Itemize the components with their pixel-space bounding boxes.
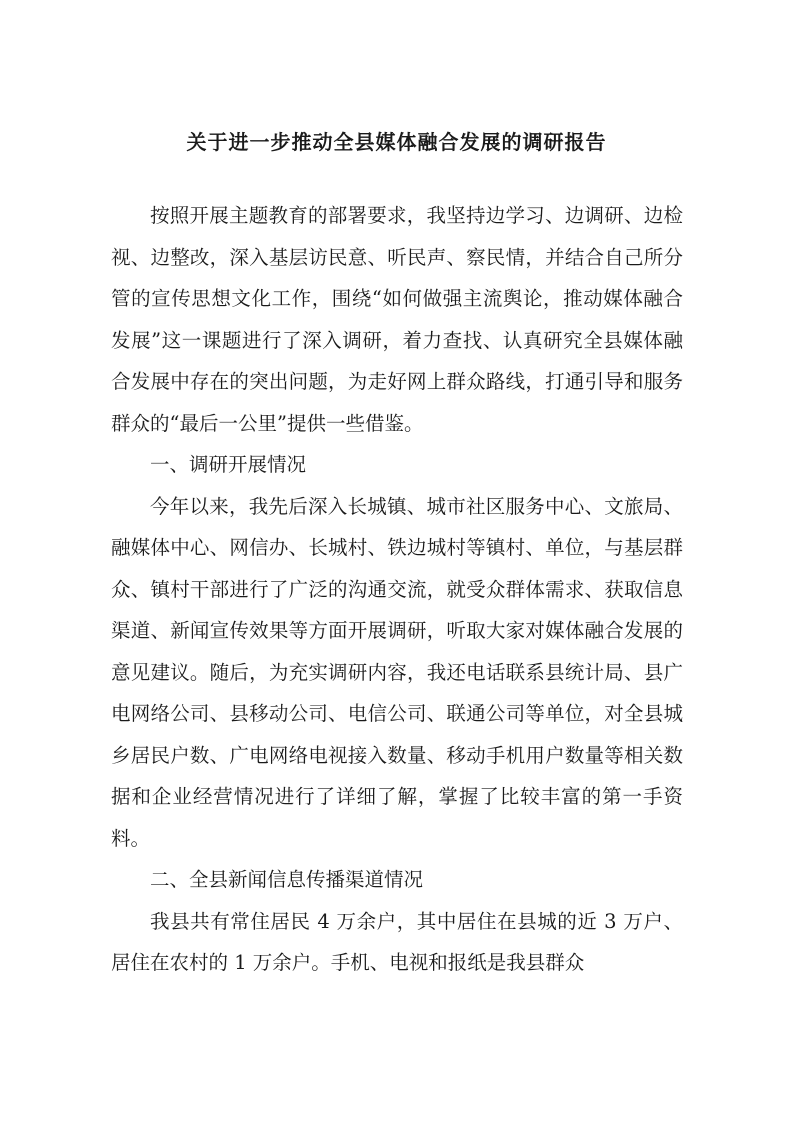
page-title: 关于进一步推动全县媒体融合发展的调研报告 — [186, 130, 607, 154]
section-2-paragraph: 我县共有常住居民 4 万余户，其中居住在县城的近 3 万户、居住在农村的 1 万余户。手机、电视和报纸是我县群众 — [111, 909, 683, 974]
section-1-paragraph: 今年以来，我先后深入长城镇、城市社区服务中心、文旅局、融媒体中心、网信办、长城村、铁边城村等镇村、单位，与基层群众、镇村干部进行了广泛的沟通交流，就受众群体需求、获取信息渠道、新闻宣传效果等方面开展调研，听取大家对媒体融合发展的意见建议。随后，为充实调研内容，我还电话联系县统计局、县广电网络公司、县移动公司、电信公司、联通公司等单位，对全县城乡居民户数、广电网络电视接入数量、移动手机用户数量等相关数据和企业经营情况进行了详细了解，掌握了比较丰富的第一手资料。 — [111, 494, 683, 850]
section-heading-2: 二、全县新闻信息传播渠道情况 — [150, 868, 424, 891]
section-heading-1: 一、调研开展情况 — [150, 453, 307, 476]
intro-paragraph: 按照开展主题教育的部署要求，我坚持边学习、边调研、边检视、边整改，深入基层访民意、听民声、察民情，并结合自己所分管的宣传思想文化工作，围绕“如何做强主流舆论，推动媒体融合发展”这一课题进行了深入调研，着力查找、认真研究全县媒体融合发展中存在的突出问题，为走好网上群众路线，打通引导和服务群众的“最后一公里”提供一些借鉴。 — [111, 204, 683, 435]
document-body — [111, 195, 683, 984]
